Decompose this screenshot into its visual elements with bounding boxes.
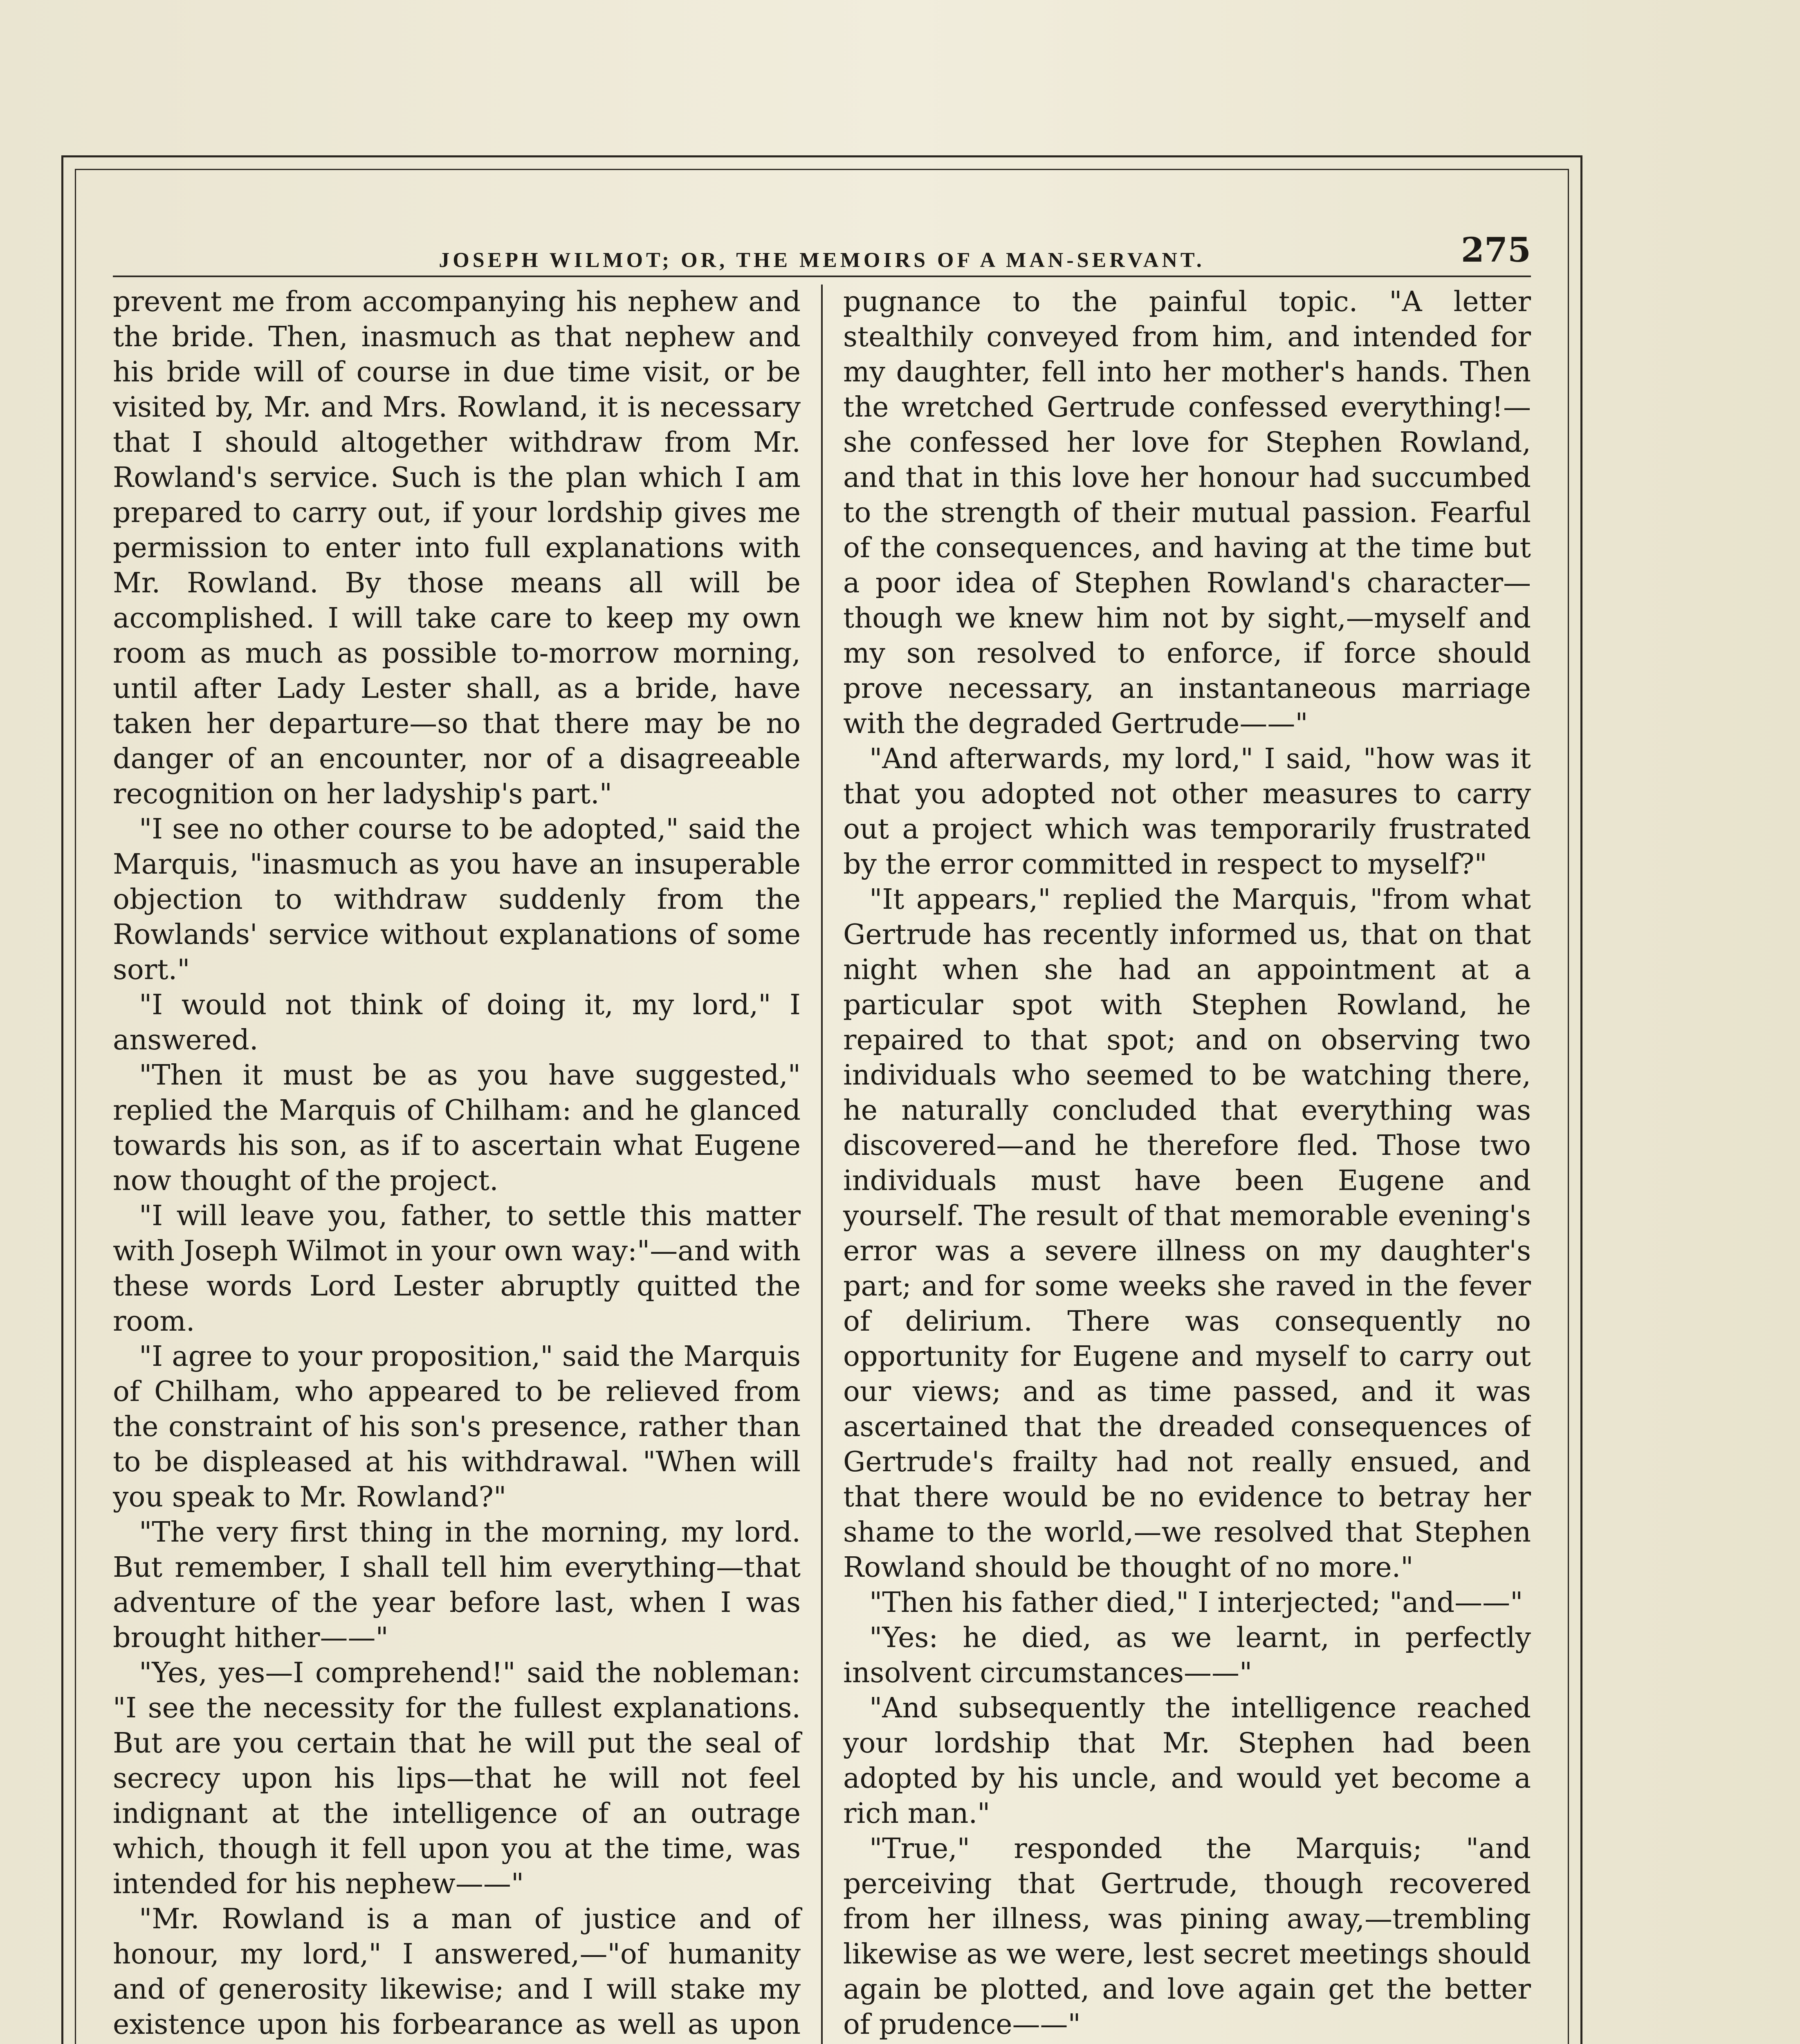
- running-title: JOSEPH WILMOT; OR, THE MEMOIRS OF A MAN-SERVANT.: [439, 249, 1205, 272]
- paragraph: "And subsequently the intelligence reached your lordship that Mr. Stephen had been adopted by his uncle, and would yet become a rich man.": [843, 1692, 1531, 1830]
- right-column: [823, 285, 1531, 2044]
- page-inner-frame: [75, 169, 1569, 2044]
- paragraph: "I will leave you, father, to settle this matter with Joseph Wilmot in your own way:"—and with these words Lord Lester abruptly quitted the room.: [113, 1200, 801, 1338]
- page-frame: [61, 155, 1582, 2044]
- page-header: [113, 223, 1531, 272]
- page-number: 275: [1461, 231, 1531, 270]
- paragraph: "It appears," replied the Marquis, "from what Gertrude has recently informed us, that on that night when she had an appointment at a particular spot with Stephen Rowland, he repaired to that spot; and on observing two individuals who seemed to be watching there, he naturally concluded that everything was discovered—and he therefore fled. Those two individuals must have been Eugene and yourself. The result of that memorable evening's error was a severe illness on my daughter's part; and for some weeks she raved in the fever of delirium. There was consequently no opportunity for Eugene and myself to carry out our views; and as time passed, and it was ascertained that the dreaded consequences of Gertrude's frailty had not really ensued, and that there would be no evidence to betray her shame to the world,—we resolved that Stephen Rowland should be thought of no more.": [843, 883, 1531, 1584]
- paragraph: "Then it must be as you have suggested," replied the Marquis of Chilham: and he glanced towards his son, as if to ascertain what Eugene now thought of the project.: [113, 1059, 801, 1197]
- left-column: [113, 285, 821, 2044]
- paragraph: "Mr. Rowland is a man of justice and of honour, my lord," I answered,—"of humanity and of generosity likewise; and I will stake my existence upon his forbearance as well as upon: [113, 1903, 801, 2041]
- paragraph: "True," responded the Marquis; "and perceiving that Gertrude, though recovered from her illness, was pining away,—trembling likewise as we were, lest secret meetings should again be plotted, and love again get the better of prudence——": [843, 1833, 1531, 2041]
- paragraph: "And afterwards, my lord," I said, "how was it that you adopted not other measures to carry out a project which was temporarily frustrated by the error committed in respect to myself?": [843, 743, 1531, 881]
- text-columns: [113, 285, 1531, 2044]
- paragraph: "Then his father died," I interjected; "and——": [869, 1587, 1523, 1619]
- paragraph: "Yes, yes—I comprehend!" said the nobleman: "I see the necessity for the fullest explanations. But are you certain that he will put the seal of secrecy upon his lips—that he will not feel indignant at the intelligence of an outrage which, though it fell upon you at the time, was intended for his nephew——": [113, 1657, 801, 1900]
- paragraph: pugnance to the painful topic. "A letter stealthily conveyed from him, and intended for my daughter, fell into her mother's hands. Then the wretched Gertrude confessed everything!—she confessed her love for Stephen Rowland, and that in this love her honour had succumbed to the strength of their mutual passion. Fearful of the consequences, and having at the time but a poor idea of Stephen Rowland's character—though we knew him not by sight,—myself and my son resolved to enforce, if force should prove necessary, an instantaneous marriage with the degraded Gertrude——": [843, 286, 1531, 740]
- header-rule: [113, 276, 1531, 277]
- paragraph: "I agree to your proposition," said the Marquis of Chilham, who appeared to be relieved from the constraint of his son's presence, rather than to be displeased at his withdrawal. "When will you speak to Mr. Rowland?": [113, 1340, 801, 1513]
- paragraph: [843, 2042, 1531, 2044]
- paragraph: "Yes: he died, as we learnt, in perfectly insolvent circumstances——": [843, 1622, 1531, 1689]
- paragraph: "I would not think of doing it, my lord," I answered.: [113, 989, 801, 1056]
- paragraph: prevent me from accompanying his nephew and the bride. Then, inasmuch as that nephew and his bride will of course in due time visit, or be visited by, Mr. and Mrs. Rowland, it is necessary that I should altogether withdraw from Mr. Rowland's service. Such is the plan which I am prepared to carry out, if your lordship gives me permission to enter into full explanations with Mr. Rowland. By those means all will be accomplished. I will take care to keep my own room as much as possible to-morrow morning, until after Lady Lester shall, as a bride, have taken her departure—so that there may be no danger of an encounter, nor of a disagreeable recognition on her ladyship's part.": [113, 286, 801, 810]
- paragraph: "I see no other course to be adopted," said the Marquis, "inasmuch as you have an insuperable objection to withdraw suddenly from the Rowlands' service without explanations of some sort.": [113, 813, 801, 986]
- paragraph: "The very first thing in the morning, my lord. But remember, I shall tell him everything—that adventure of the year before last, when I was brought hither——": [113, 1516, 801, 1654]
